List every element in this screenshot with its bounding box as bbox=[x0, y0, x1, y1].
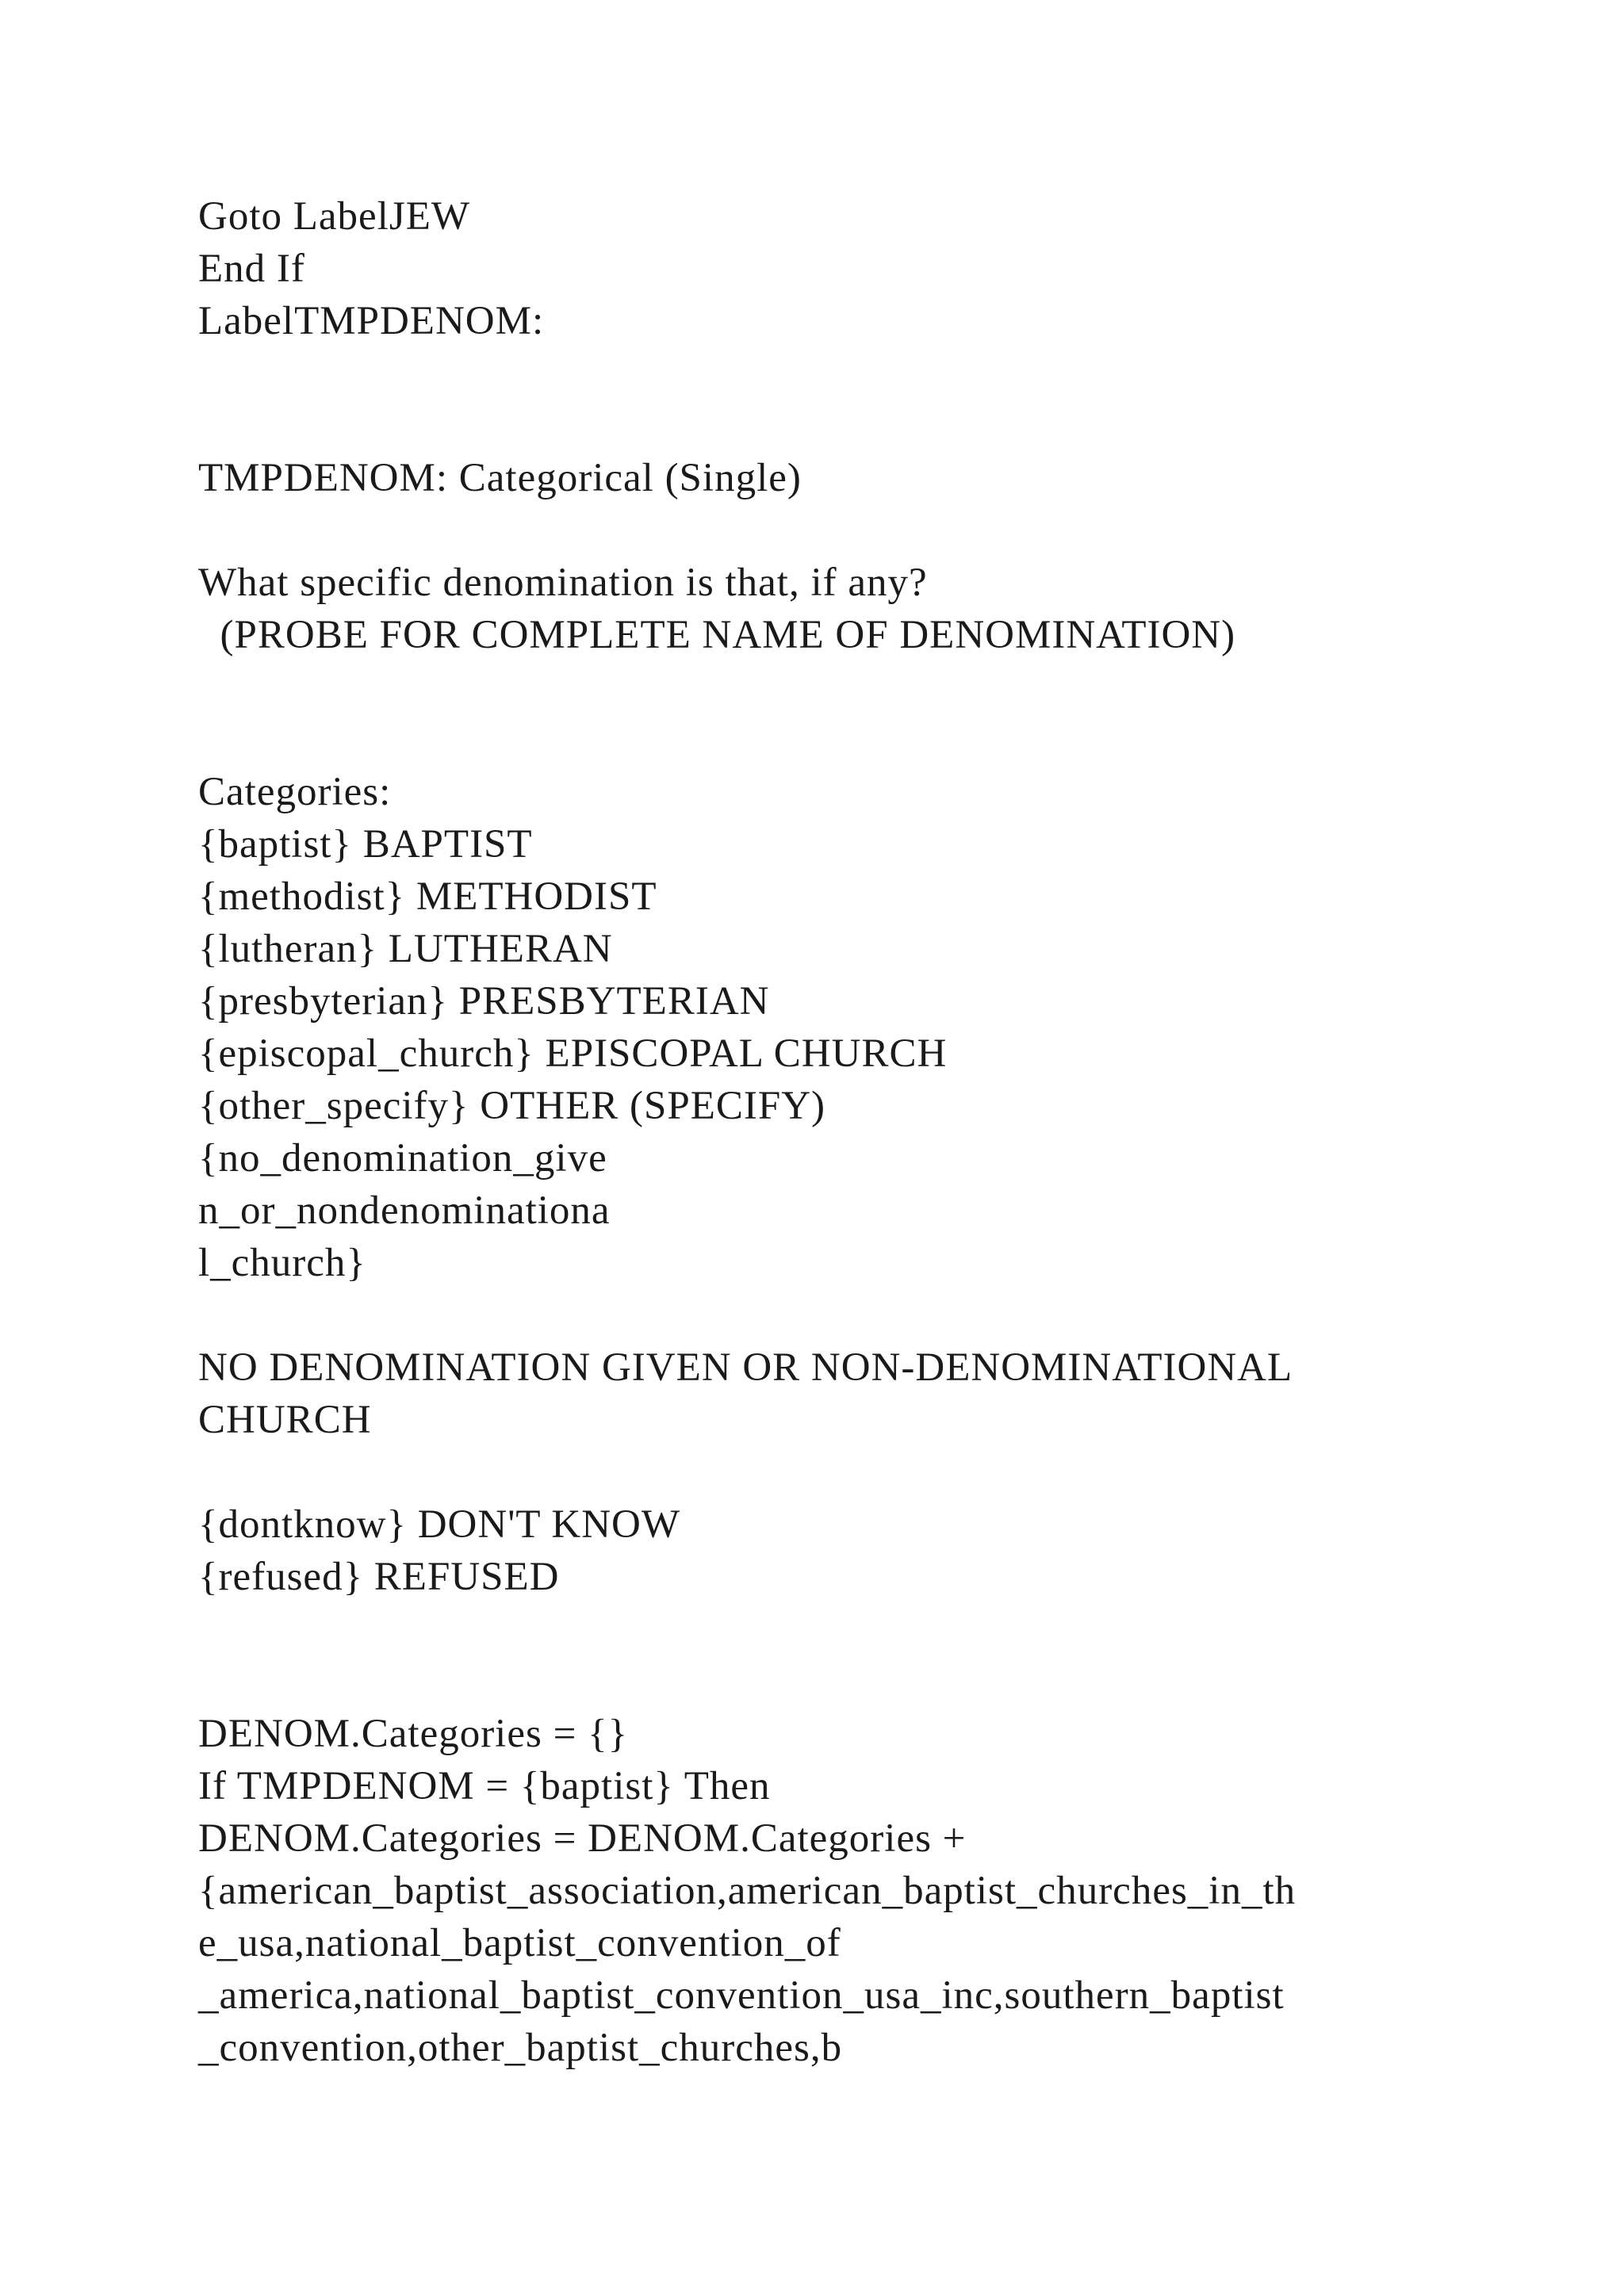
blank-line bbox=[198, 661, 1546, 714]
category-item: {refused} REFUSED bbox=[198, 1555, 560, 1599]
code-line: e_usa,national_baptist_convention_of bbox=[198, 1921, 841, 1965]
categories-heading: Categories: bbox=[198, 770, 392, 814]
category-item: {dontknow} DON'T KNOW bbox=[198, 1502, 680, 1547]
code-line: If TMPDENOM = {baptist} Then bbox=[198, 1764, 771, 1808]
code-line: DENOM.Categories = {} bbox=[198, 1712, 629, 1756]
category-label: CHURCH bbox=[198, 1398, 372, 1442]
category-item: l_church} bbox=[198, 1241, 366, 1285]
question-text: What specific denomination is that, if any? bbox=[198, 561, 928, 605]
blank-line bbox=[198, 1603, 1546, 1655]
category-item: {baptist} BAPTIST bbox=[198, 822, 533, 867]
document-page bbox=[198, 190, 1546, 2074]
code-line: DENOM.Categories = DENOM.Categories + bbox=[198, 1816, 967, 1861]
blank-line bbox=[198, 1289, 1546, 1341]
question-header: TMPDENOM: Categorical (Single) bbox=[198, 456, 802, 500]
text-line: Goto LabelJEW bbox=[198, 194, 470, 239]
probe-instruction: (PROBE FOR COMPLETE NAME OF DENOMINATION) bbox=[198, 613, 1236, 657]
blank-line bbox=[198, 1655, 1546, 1708]
blank-line bbox=[198, 400, 1546, 452]
blank-line bbox=[198, 504, 1546, 557]
code-line: {american_baptist_association,american_baptist_churches_in_th bbox=[198, 1869, 1297, 1913]
blank-line bbox=[198, 714, 1546, 766]
text-line: LabelTMPDENOM: bbox=[198, 299, 545, 343]
category-item: {episcopal_church} EPISCOPAL CHURCH bbox=[198, 1031, 948, 1076]
category-item: {other_specify} OTHER (SPECIFY) bbox=[198, 1084, 826, 1128]
code-line: _convention,other_baptist_churches,b bbox=[198, 2026, 843, 2070]
blank-line bbox=[198, 1446, 1546, 1498]
code-line: _america,national_baptist_convention_usa_inc,southern_baptist bbox=[198, 1973, 1285, 2018]
category-item: {no_denomination_give bbox=[198, 1136, 607, 1181]
category-label: NO DENOMINATION GIVEN OR NON-DENOMINATIONAL bbox=[198, 1345, 1293, 1390]
category-item: {methodist} METHODIST bbox=[198, 874, 657, 919]
blank-line bbox=[198, 347, 1546, 400]
category-item: {presbyterian} PRESBYTERIAN bbox=[198, 979, 770, 1024]
category-item: {lutheran} LUTHERAN bbox=[198, 927, 613, 971]
text-line: End If bbox=[198, 247, 305, 291]
category-item: n_or_nondenominationa bbox=[198, 1188, 611, 1233]
